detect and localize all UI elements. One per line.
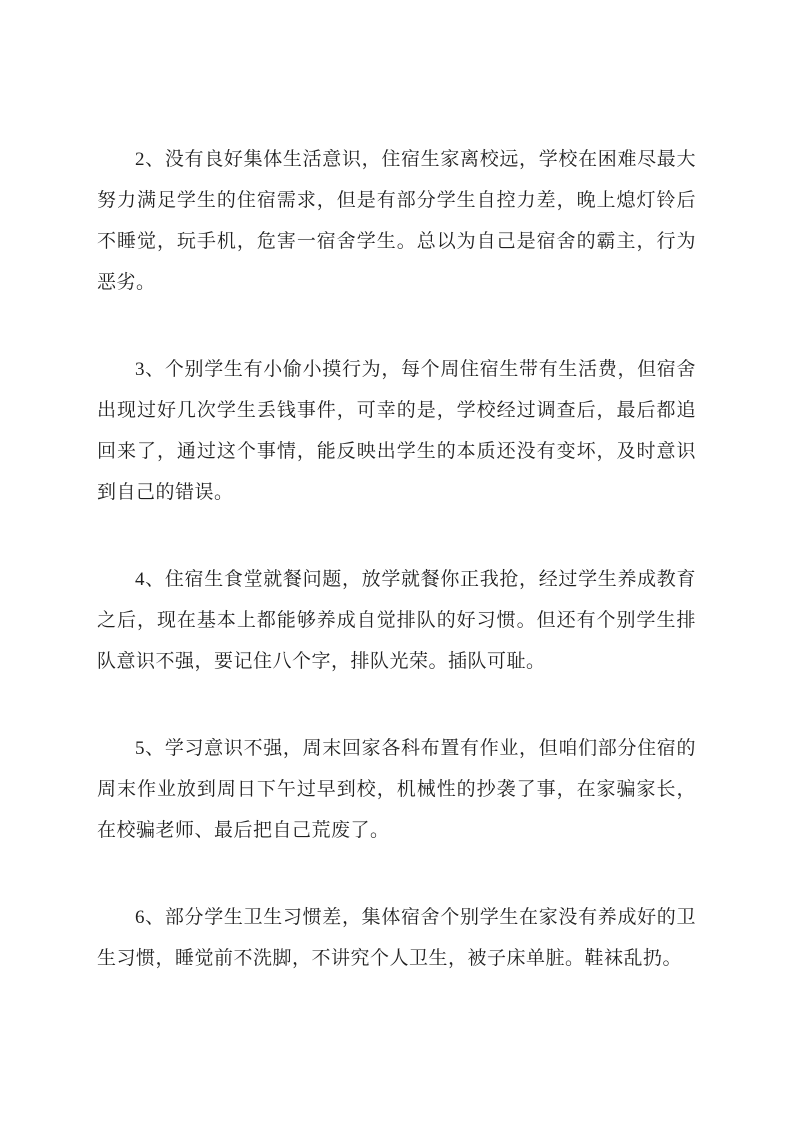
paragraph-item-2: 2、没有良好集体生活意识，住宿生家离校远，学校在困难尽最大努力满足学生的住宿需求，但是有部分学生自控力差，晚上熄灯铃后不睡觉，玩手机，危害一宿舍学生。总以为自己是宿舍的霸主，行为恶劣。: [97, 149, 696, 293]
paragraph-item-3: 3、个别学生有小偷小摸行为，每个周住宿生带有生活费，但宿舍出现过好几次学生丢钱事件，可幸的是，学校经过调查后，最后都追回来了，通过这个事情，能反映出学生的本质还没有变坏，及时意识到自己的错误。: [97, 359, 696, 503]
paragraph-item-5: 5、学习意识不强，周末回家各科布置有作业，但咱们部分住宿的周末作业放到周日下午过早到校，机械性的抄袭了事，在家骗家长，在校骗老师、最后把自己荒废了。: [97, 738, 696, 841]
paragraph-item-4: 4、住宿生食堂就餐问题，放学就餐你正我抢，经过学生养成教育之后，现在基本上都能够养成自觉排队的好习惯。但还有个别学生排队意识不强，要记住八个字，排队光荣。插队可耻。: [97, 569, 696, 672]
paragraph-item-6: 6、部分学生卫生习惯差，集体宿舍个别学生在家没有养成好的卫生习惯，睡觉前不洗脚，不讲究个人卫生，被子床单脏。鞋袜乱扔。: [97, 907, 696, 969]
